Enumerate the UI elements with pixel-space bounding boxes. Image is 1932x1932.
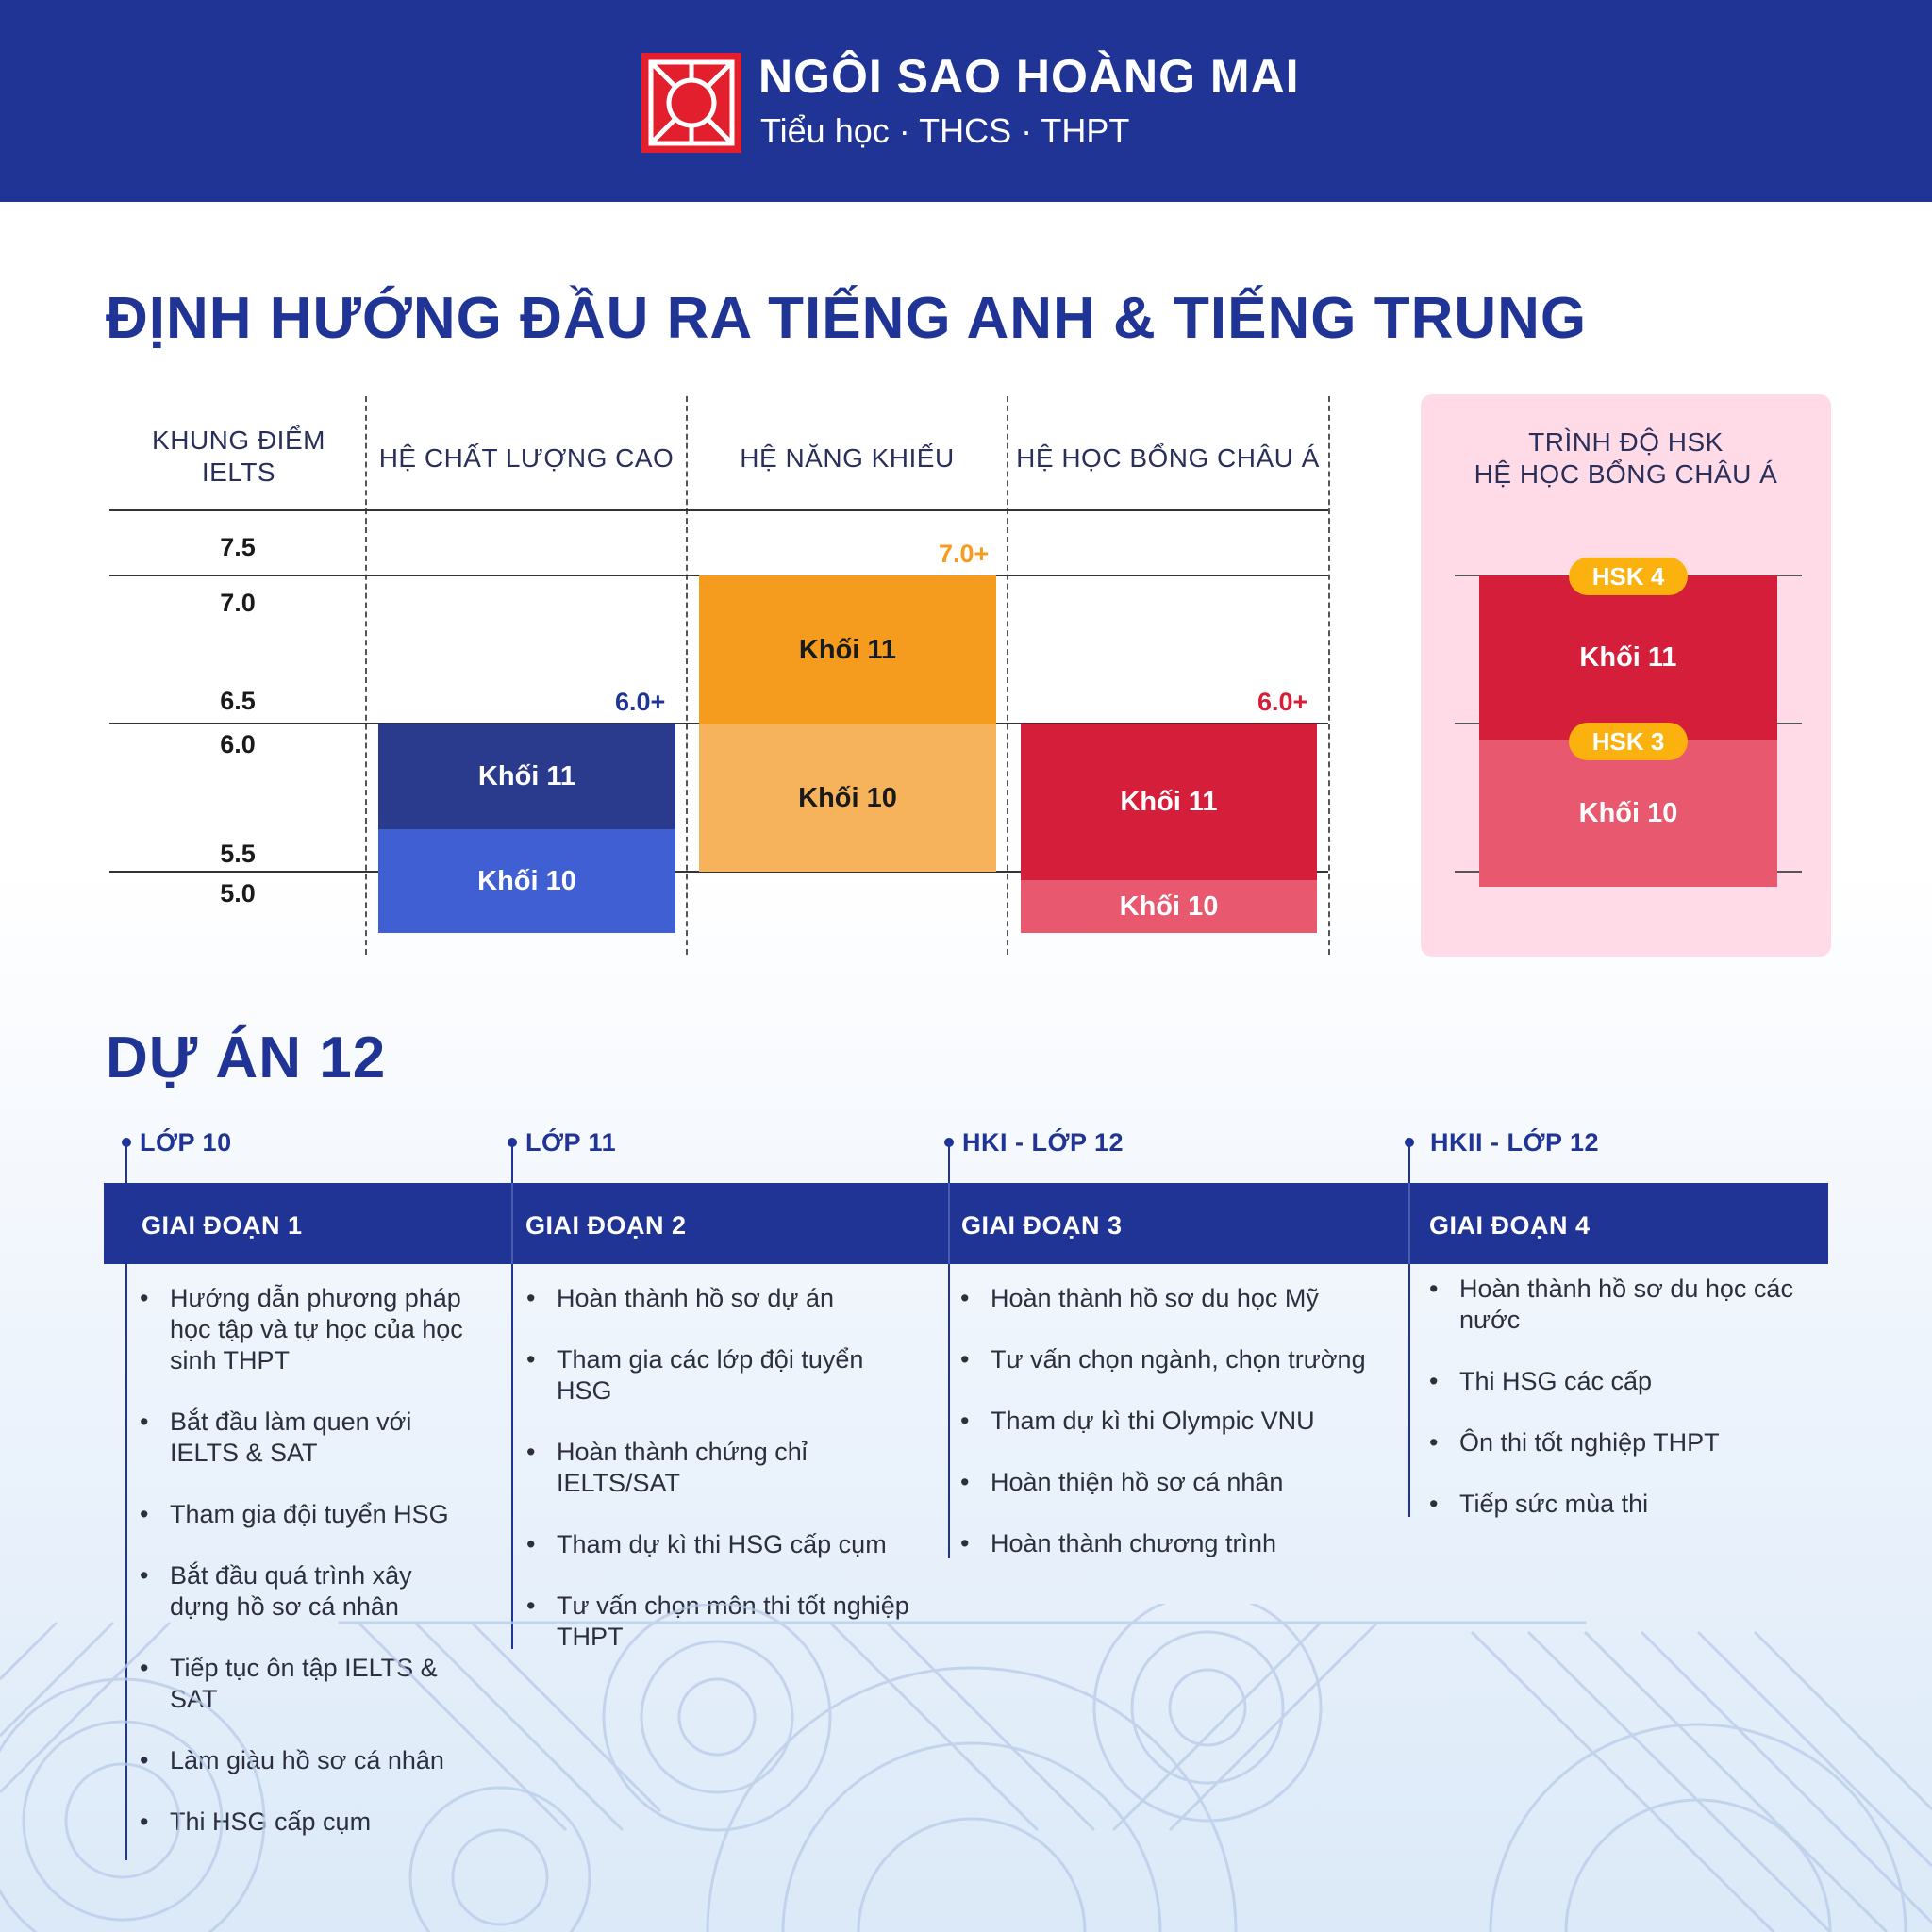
- list-item: • Tư vấn chọn ngành, chọn trường: [960, 1344, 1404, 1375]
- column-divider: [1328, 396, 1330, 955]
- list-item: • Bắt đầu quá trình xây dựng hồ sơ cá nhân: [140, 1560, 470, 1623]
- stage-divider: [511, 1183, 513, 1264]
- stage-label-2: GIAI ĐOẠN 2: [525, 1211, 687, 1240]
- col-header-quality: HỆ CHẤT LƯỢNG CAO: [378, 443, 675, 473]
- list-item: • Tham dự kì thi Olympic VNU: [960, 1406, 1404, 1437]
- talent-grade10-block: Khối 10: [699, 724, 996, 872]
- list-item: • Hoàn thành chương trình: [960, 1528, 1404, 1559]
- list-item: • Hướng dẫn phương pháp học tập và tự học của học sinh THPT: [140, 1283, 470, 1376]
- tick-label: 7.0: [220, 589, 256, 617]
- talent-grade11-block: Khối 11: [699, 575, 996, 724]
- list-item: • Hoàn thành chứng chỉ IELTS/SAT: [526, 1437, 923, 1499]
- list-item: • Làm giàu hồ sơ cá nhân: [140, 1745, 470, 1776]
- asia-grade10-block: Khối 10: [1021, 880, 1317, 933]
- hsk-title-line2: HỆ HỌC BỔNG CHÂU Á: [1474, 459, 1778, 489]
- list-item: • Tiếp tục ôn tập IELTS & SAT: [140, 1653, 470, 1715]
- list-item: • Thi HSG các cấp: [1429, 1366, 1825, 1397]
- stage-1-list: [140, 1283, 470, 1868]
- stage-4-list: [1429, 1274, 1825, 1550]
- school-logo-icon: [641, 53, 741, 153]
- header-rule: [109, 509, 1328, 511]
- tick-label: 5.0: [220, 879, 256, 908]
- quality-grade11-block: Khối 11: [378, 724, 675, 829]
- stage-label-3: GIAI ĐOẠN 3: [961, 1211, 1123, 1240]
- list-item: • Tiếp sức mùa thi: [1429, 1489, 1825, 1520]
- quality-target-badge: 6.0+: [615, 688, 666, 716]
- talent-target-badge: 7.0+: [939, 540, 990, 568]
- col-header-ielts-line1: KHUNG ĐIỂM: [152, 425, 325, 455]
- tick-label: 7.5: [220, 533, 256, 561]
- asia-grade11-block: Khối 11: [1021, 724, 1317, 880]
- section-title-output: ĐỊNH HƯỚNG ĐẦU RA TIẾNG ANH & TIẾNG TRUNG: [106, 286, 1588, 351]
- asia-target-badge: 6.0+: [1257, 688, 1308, 716]
- list-item: • Tham dự kì thi HSG cấp cụm: [526, 1529, 923, 1560]
- stage-2-list: [526, 1283, 923, 1683]
- list-item: • Bắt đầu làm quen với IELTS & SAT: [140, 1407, 470, 1469]
- hsk-grade11-block: Khối 11: [1479, 575, 1777, 740]
- hsk-panel-title: [1421, 426, 1831, 491]
- tick-label: 6.5: [220, 687, 256, 715]
- phase-grade-3: HKI - LỚP 12: [962, 1128, 1124, 1157]
- hsk3-badge: HSK 3: [1569, 723, 1688, 760]
- phase-grade-2: LỚP 11: [525, 1128, 617, 1157]
- stage-label-1: GIAI ĐOẠN 1: [142, 1211, 303, 1240]
- col-header-talent: HỆ NĂNG KHIẾU: [740, 443, 955, 473]
- list-item: • Hoàn thiện hồ sơ cá nhân: [960, 1467, 1404, 1498]
- stage-3-list: [960, 1283, 1404, 1590]
- stage-divider: [948, 1183, 950, 1264]
- section-title-project: DỰ ÁN 12: [106, 1025, 387, 1091]
- list-item: • Hoàn thành hồ sơ dự án: [526, 1283, 923, 1314]
- quality-grade10-block: Khối 10: [378, 829, 675, 933]
- hsk-title-line1: TRÌNH ĐỘ HSK: [1528, 427, 1724, 457]
- brand-name: NGÔI SAO HOÀNG MAI: [758, 50, 1300, 103]
- phase-grade-1: LỚP 10: [140, 1128, 232, 1157]
- list-item: • Thi HSG cấp cụm: [140, 1807, 470, 1838]
- tick-label: 5.5: [220, 840, 256, 868]
- brand-subtitle: Tiểu học · THCS · THPT: [760, 111, 1130, 150]
- list-item: • Tham gia đội tuyển HSG: [140, 1499, 470, 1530]
- list-item: • Tư vấn chọn môn thi tốt nghiệp THPT: [526, 1591, 923, 1653]
- list-item: • Ôn thi tốt nghiệp THPT: [1429, 1427, 1825, 1458]
- list-item: • Hoàn thành hồ sơ du học Mỹ: [960, 1283, 1404, 1314]
- list-item: • Tham gia các lớp đội tuyển HSG: [526, 1344, 923, 1407]
- hsk-grade10-block: Khối 10: [1479, 740, 1777, 887]
- tick-label: 6.0: [220, 730, 256, 758]
- stage-divider: [1408, 1183, 1410, 1264]
- stage-label-4: GIAI ĐOẠN 4: [1429, 1211, 1591, 1240]
- col-header-ielts-line2: IELTS: [201, 458, 276, 487]
- list-item: • Hoàn thành hồ sơ du học các nước: [1429, 1274, 1825, 1336]
- col-header-asia: HỆ HỌC BỔNG CHÂU Á: [1016, 443, 1320, 473]
- hsk4-badge: HSK 4: [1569, 558, 1688, 595]
- phase-grade-4: HKII - LỚP 12: [1430, 1128, 1600, 1157]
- col-header-ielts: [111, 425, 366, 489]
